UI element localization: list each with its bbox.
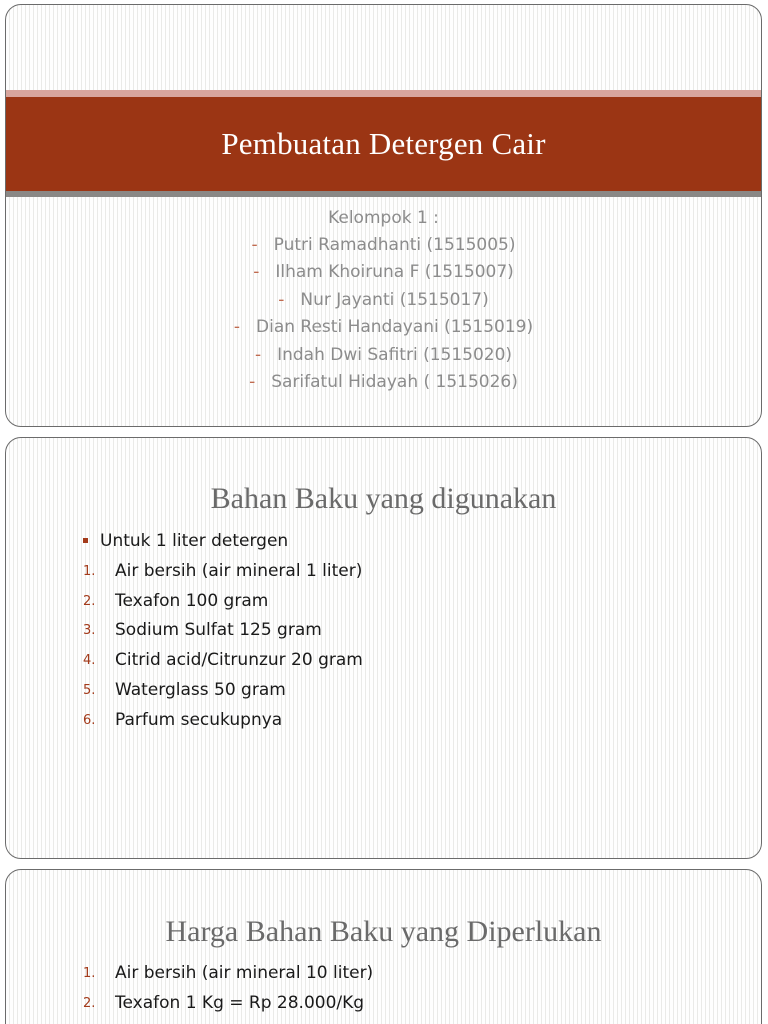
title-band bbox=[6, 97, 761, 191]
item-text: Air bersih (air mineral 1 liter) bbox=[115, 560, 363, 581]
item-text: Air bersih (air mineral 10 liter) bbox=[115, 963, 374, 983]
item-text: Texafon 1 Kg = Rp 28.000/Kg bbox=[115, 992, 365, 1013]
list-item bbox=[83, 678, 741, 708]
member-item bbox=[6, 232, 761, 259]
item-text: Parfum secukupnya bbox=[115, 709, 283, 730]
list-item bbox=[83, 618, 741, 648]
list-item bbox=[83, 961, 741, 991]
dash-marker: - bbox=[278, 289, 285, 310]
item-text: Citrid acid/Citrunzur 20 gram bbox=[115, 650, 363, 671]
member-name: Ilham Khoiruna F (1515007) bbox=[275, 262, 514, 283]
item-number: 2. bbox=[83, 593, 96, 609]
item-number: 6. bbox=[83, 712, 96, 728]
presentation-title: Pembuatan Detergen Cair bbox=[221, 126, 546, 161]
item-number: 5. bbox=[83, 682, 96, 698]
square-bullet-icon bbox=[83, 538, 88, 543]
item-number: 1. bbox=[83, 563, 96, 579]
bullet-item bbox=[83, 529, 741, 559]
item-number: 4. bbox=[83, 653, 96, 669]
list-item bbox=[83, 708, 741, 738]
dash-marker: - bbox=[249, 371, 256, 392]
dash-marker: - bbox=[233, 317, 241, 338]
member-item bbox=[6, 287, 761, 314]
item-number: 3. bbox=[83, 623, 96, 639]
member-item bbox=[6, 314, 761, 341]
item-text: Texafon 100 gram bbox=[115, 590, 269, 611]
dash-marker: - bbox=[251, 235, 258, 255]
slide-heading: Bahan Baku yang digunakan bbox=[210, 482, 557, 515]
item-number: 1. bbox=[83, 966, 96, 981]
dash-marker: - bbox=[254, 344, 262, 365]
list-item bbox=[83, 991, 741, 1021]
title-band-accent bbox=[6, 90, 761, 97]
title-band-divider bbox=[6, 191, 761, 197]
materials-list bbox=[83, 529, 741, 738]
bullet-text: Untuk 1 liter detergen bbox=[100, 531, 289, 551]
member-name: Sarifatul Hidayah ( 1515026) bbox=[271, 371, 518, 392]
member-item bbox=[6, 259, 761, 286]
group-label: Kelompok 1 : bbox=[328, 208, 439, 228]
member-item bbox=[6, 369, 761, 396]
slide-materials bbox=[5, 437, 762, 859]
member-name: Nur Jayanti (1515017) bbox=[300, 289, 489, 310]
member-name: Putri Ramadhanti (1515005) bbox=[273, 235, 516, 255]
member-item bbox=[6, 342, 761, 369]
slide-title bbox=[5, 4, 762, 427]
prices-list bbox=[83, 961, 741, 1021]
item-text: Sodium Sulfat 125 gram bbox=[115, 620, 322, 641]
member-name: Dian Resti Handayani (1515019) bbox=[256, 317, 534, 338]
list-item bbox=[83, 589, 741, 619]
slide-heading: Harga Bahan Baku yang Diperlukan bbox=[165, 915, 602, 948]
item-text: Waterglass 50 gram bbox=[115, 679, 286, 700]
member-list bbox=[6, 205, 761, 396]
slide-prices bbox=[5, 869, 762, 1024]
item-number: 2. bbox=[83, 995, 96, 1011]
list-item bbox=[83, 648, 741, 678]
member-name: Indah Dwi Safitri (1515020) bbox=[277, 344, 513, 365]
list-item bbox=[83, 559, 741, 589]
dash-marker: - bbox=[253, 262, 260, 283]
